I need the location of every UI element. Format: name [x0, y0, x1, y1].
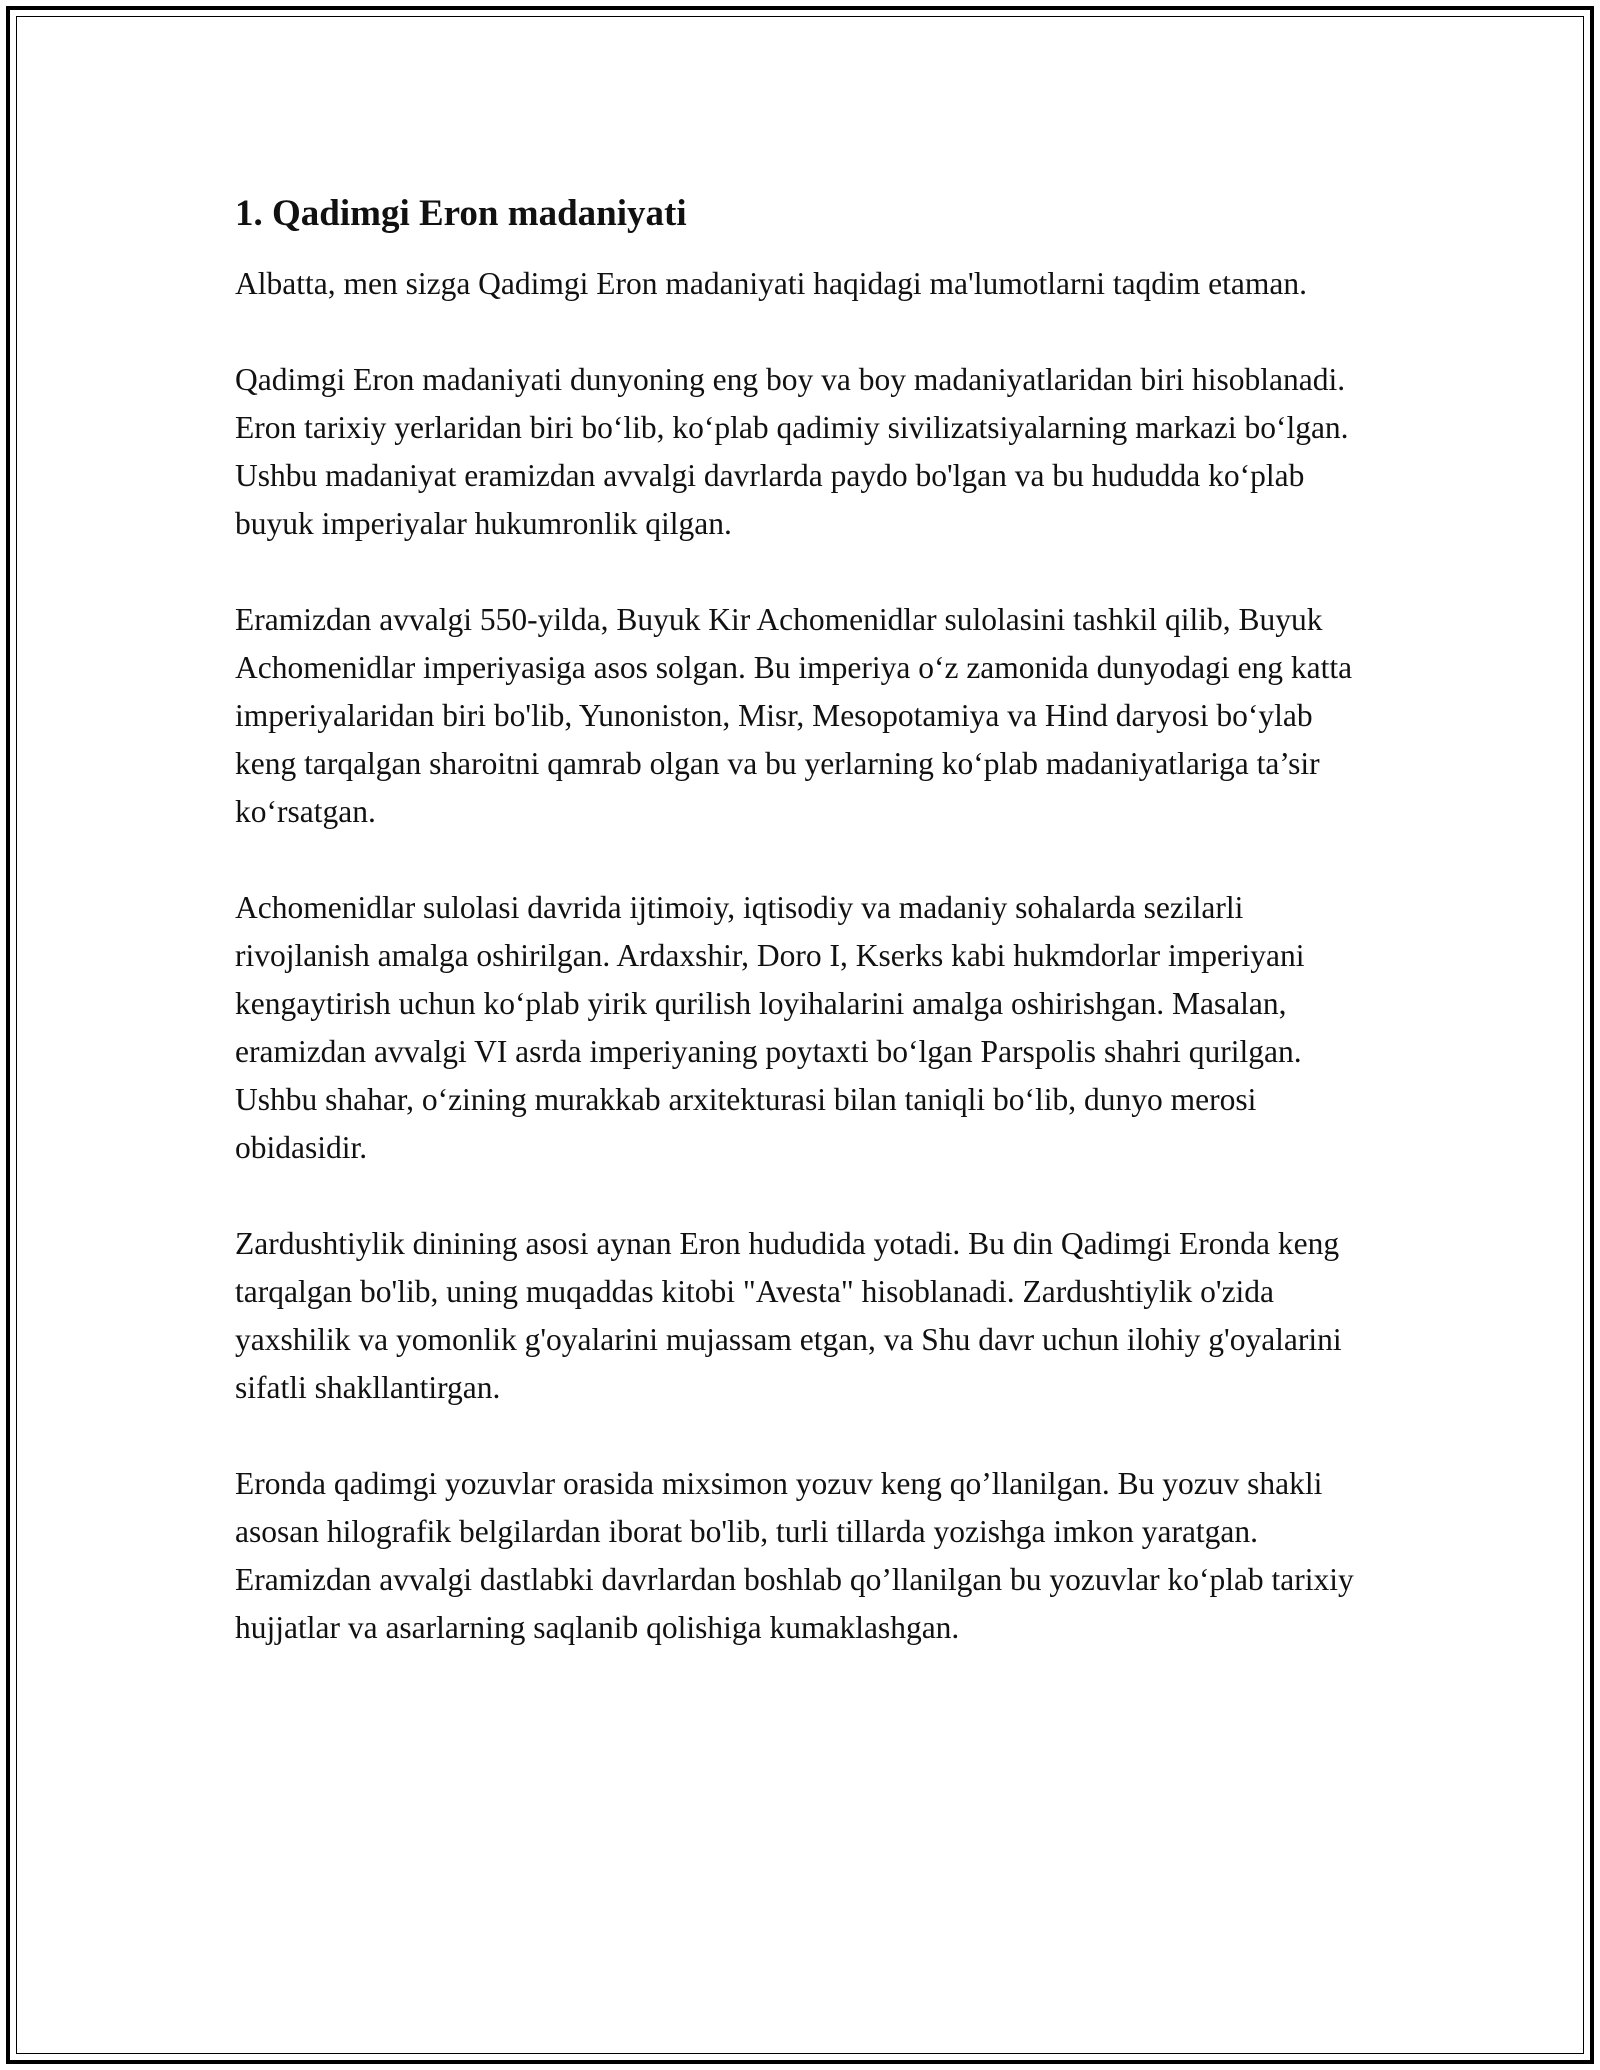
paragraph-achaemenid-empire: Eramizdan avvalgi 550-yilda, Buyuk Kir Achomenidlar sulolasini tashkil qilib, Buyuk Achomenidlar imperiyasiga asos solgan. Bu imperiya o‘z zamonida dunyodagi eng katta imperiyalaridan biri bo'lib, Yunoniston, Misr, Mesopotamiya va Hind daryosi bo‘ylab keng tarqalgan sharoitni qamrab olgan va bu yerlarning ko‘plab madaniyatlariga ta’sir ko‘rsatgan. [235, 602, 1353, 829]
paragraph-achaemenid-development: Achomenidlar sulolasi davrida ijtimoiy, iqtisodiy va madaniy sohalarda sezilarli rivojlanish amalga oshirilgan. Ardaxshir, Doro I, Kserks kabi hukmdorlar imperiyani kengaytirish uchun ko‘plab yirik qurilish loyihalarini amalga oshirishgan. Masalan, eramizdan avvalgi VI asrda imperiyaning poytaxti bo‘lgan Parspolis shahri qurilgan. Ushbu shahar, o‘zining murakkab arxitekturasi bilan taniqli bo‘lib, dunyo merosi obidasidir. [235, 890, 1305, 1165]
paragraph-intro: Albatta, men sizga Qadimgi Eron madaniyati haqidagi ma'lumotlarni taqdim etaman. [235, 266, 1307, 301]
document-body [235, 190, 1365, 1652]
section-heading: 1. Qadimgi Eron madaniyati [235, 193, 687, 234]
paragraph-overview: Qadimgi Eron madaniyati dunyoning eng boy va boy madaniyatlaridan biri hisoblanadi. Eron tarixiy yerlaridan biri bo‘lib, ko‘plab qadimiy sivilizatsiyalarning markazi bo‘lgan. Ushbu madaniyat eramizdan avvalgi davrlarda paydo bo'lgan va bu hududda ko‘plab buyuk imperiyalar hukumronlik qilgan. [235, 362, 1349, 541]
paragraph-cuneiform: Eronda qadimgi yozuvlar orasida mixsimon yozuv keng qo’llanilgan. Bu yozuv shakli asosan hilografik belgilardan iborat bo'lib, turli tillarda yozishga imkon yaratgan. Eramizdan avvalgi dastlabki davrlardan boshlab qo’llanilgan bu yozuvlar ko‘plab tarixiy hujjatlar va asarlarning saqlanib qolishiga kumaklashgan. [235, 1466, 1354, 1645]
paragraph-zoroastrianism: Zardushtiylik dinining asosi aynan Eron hududida yotadi. Bu din Qadimgi Eronda keng tarqalgan bo'lib, uning muqaddas kitobi "Avesta" hisoblanadi. Zardushtiylik o'zida yaxshilik va yomonlik g'oyalarini mujassam etgan, va Shu davr uchun ilohiy g'oyalarini sifatli shakllantirgan. [235, 1226, 1342, 1405]
